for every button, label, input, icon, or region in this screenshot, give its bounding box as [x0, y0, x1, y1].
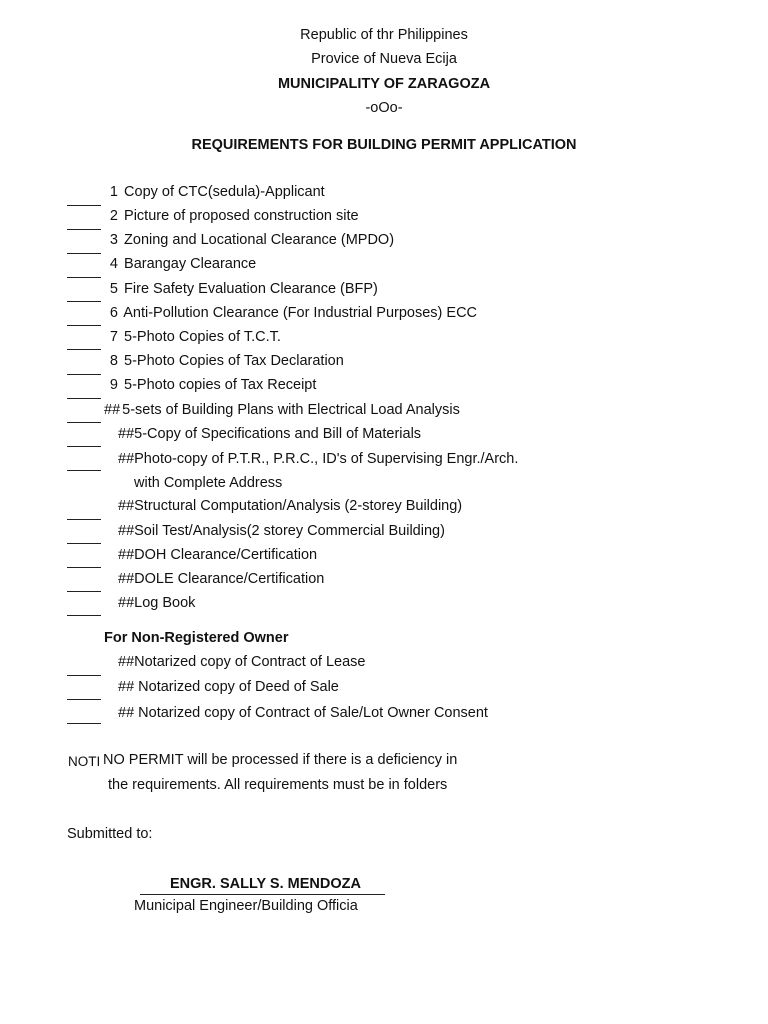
checkbox-blank[interactable] [67, 325, 101, 326]
requirement-item: 4 Barangay Clearance [109, 256, 257, 272]
checkbox-blank[interactable] [67, 543, 101, 544]
requirement-item: 5 Fire Safety Evaluation Clearance (BFP) [109, 281, 378, 297]
requirement-item: 9 5-Photo copies of Tax Receipt [109, 377, 317, 393]
requirement-item: ##DOLE Clearance/Certification [118, 571, 325, 587]
header-republic: Republic of thr Philippines [300, 27, 468, 43]
checkbox-blank[interactable] [67, 398, 101, 399]
requirement-item: 3 Zoning and Locational Clearance (MPDO) [109, 232, 395, 248]
requirement-item: ##Photo-copy of P.T.R., P.R.C., ID's of Supervising Engr./Arch. [118, 451, 519, 467]
checkbox-blank[interactable] [67, 253, 101, 254]
non-registered-item: ## Notarized copy of Contract of Sale/Lot Owner Consent [118, 705, 488, 721]
signature-line [140, 894, 385, 895]
checkbox-blank[interactable] [67, 205, 101, 206]
signatory-position: Municipal Engineer/Building Officia [134, 898, 358, 914]
checkbox-blank[interactable] [67, 301, 101, 302]
checkbox-blank[interactable] [67, 349, 101, 350]
note-line-2: the requirements. All requirements must be in folders [108, 777, 448, 793]
checkbox-blank[interactable] [67, 723, 101, 724]
checkbox-blank[interactable] [67, 591, 101, 592]
submitted-to-label: Submitted to: [67, 826, 153, 842]
checkbox-blank[interactable] [67, 277, 101, 278]
requirement-item: ##5-Copy of Specifications and Bill of Materials [118, 426, 422, 442]
requirement-item: ## 5-sets of Building Plans with Electrical Load Analysis [104, 402, 460, 418]
header-ornament: -oOo- [365, 100, 403, 116]
signatory-name: ENGR. SALLY S. MENDOZA [170, 876, 361, 892]
header-municipality: MUNICIPALITY OF ZARAGOZA [277, 76, 491, 92]
non-registered-heading: For Non-Registered Owner [104, 630, 289, 646]
requirement-item: ##Structural Computation/Analysis (2-storey Building) [118, 498, 463, 514]
non-registered-item: ## Notarized copy of Deed of Sale [118, 679, 339, 695]
checkbox-blank[interactable] [67, 519, 101, 520]
checkbox-blank[interactable] [67, 615, 101, 616]
requirement-item: 7 5-Photo Copies of T.C.T. [109, 329, 281, 345]
note-line-1: NO PERMIT will be processed if there is a deficiency in [103, 752, 458, 768]
header-province: Provice of Nueva Ecija [311, 51, 457, 67]
checkbox-blank[interactable] [67, 229, 101, 230]
non-registered-item: ##Notarized copy of Contract of Lease [118, 654, 366, 670]
requirement-item: 1 Copy of CTC(sedula)-Applicant [109, 184, 325, 200]
requirement-item: ##DOH Clearance/Certification [118, 547, 318, 563]
checkbox-blank[interactable] [67, 699, 101, 700]
requirement-item: 6 Anti-Pollution Clearance (For Industrial Purposes) ECC [109, 305, 478, 321]
requirement-item: 2 Picture of proposed construction site [109, 208, 359, 224]
checkbox-blank[interactable] [67, 422, 101, 423]
checkbox-blank[interactable] [67, 470, 101, 471]
document-title: REQUIREMENTS FOR BUILDING PERMIT APPLICATION [191, 137, 577, 153]
requirement-item: 8 5-Photo Copies of Tax Declaration [109, 353, 344, 369]
requirement-item: ##Log Book [118, 595, 196, 611]
note-label: NOTI [68, 754, 101, 769]
checkbox-blank[interactable] [67, 374, 101, 375]
requirement-item: ##Soil Test/Analysis(2 storey Commercial Building) [118, 523, 445, 539]
checkbox-blank[interactable] [67, 567, 101, 568]
checkbox-blank[interactable] [67, 675, 101, 676]
checkbox-blank[interactable] [67, 446, 101, 447]
requirement-item-continuation: with Complete Address [134, 475, 283, 491]
